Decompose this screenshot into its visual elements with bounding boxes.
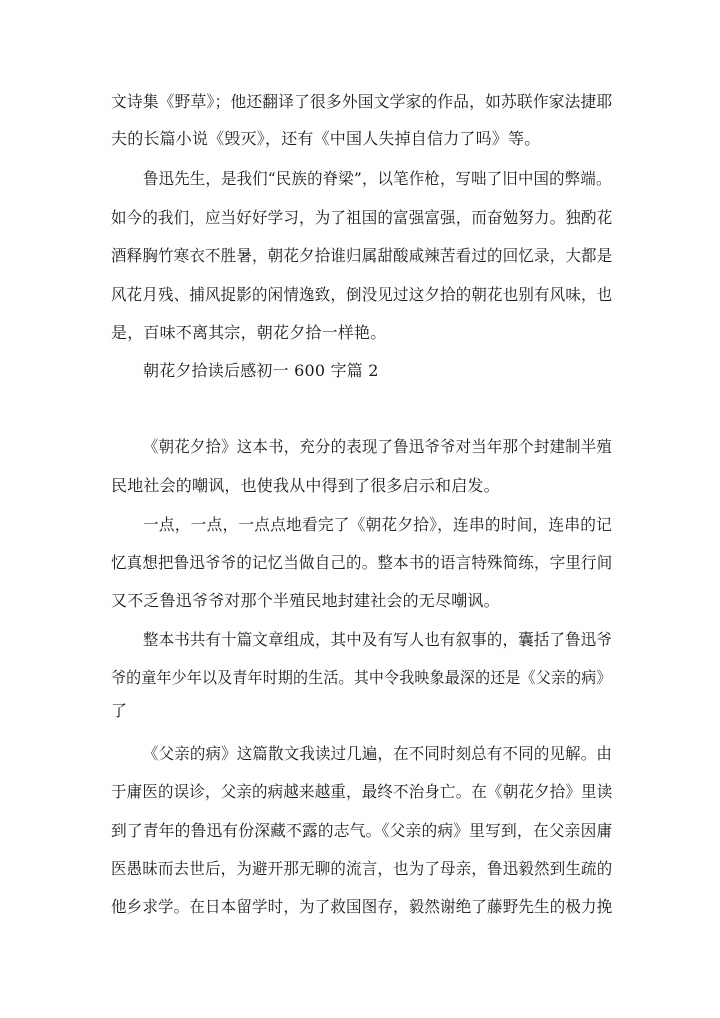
text-line: 了 bbox=[111, 701, 128, 720]
section-heading: 朝花夕拾读后感初一 600 字篇 2 bbox=[143, 361, 379, 380]
text-line: 爷的童年少年以及青年时期的生活。其中令我映象最深的还是《父亲的病》 bbox=[111, 668, 612, 687]
text-line: 鲁迅先生，是我们“民族的脊梁”，以笔作枪，写咄了旧中国的弊端。 bbox=[143, 169, 612, 188]
text-line: 是，百味不离其宗，朝花夕拾一样艳。 bbox=[111, 323, 387, 342]
text-line: 他乡求学。在日本留学时，为了救国图存，毅然谢绝了藤野先生的极力挽 bbox=[111, 897, 613, 916]
text-line: 忆真想把鲁迅爷爷的记忆当做自己的。整本书的语言特殊简练，字里行间 bbox=[111, 553, 613, 572]
text-line: 《朝花夕拾》这本书，充分的表现了鲁迅爷爷对当年那个封建制半殖 bbox=[143, 437, 613, 456]
text-line: 如今的我们，应当好好学习，为了祖国的富强富强，而奋勉努力。独酌花 bbox=[111, 208, 613, 227]
text-line: 于庸医的误诊，父亲的病越来越重，最终不治身亡。在《朝花夕拾》里读 bbox=[111, 782, 613, 801]
text-line: 《父亲的病》这篇散文我读过几遍，在不同时刻总有不同的见解。由 bbox=[143, 744, 613, 763]
text-line: 又不乏鲁迅爷爷对那个半殖民地封建社会的无尽嘲讽。 bbox=[111, 591, 500, 610]
text-line: 一点，一点，一点点地看完了《朝花夕拾》，连串的时间，连串的记 bbox=[143, 515, 613, 534]
text-line: 文诗集《野草》；他还翻译了很多外国文学家的作品，如苏联作家法捷耶 bbox=[111, 92, 613, 111]
text-line: 整本书共有十篇文章组成，其中及有写人也有叙事的，囊括了鲁迅爷 bbox=[143, 630, 613, 649]
text-line: 民地社会的嘲讽，也使我从中得到了很多启示和启发。 bbox=[111, 476, 500, 495]
text-line: 酒释胸竹寒衣不胜暑，朝花夕拾谁归属甜酸咸辣苦看过的回忆录，大都是 bbox=[111, 246, 613, 265]
text-line: 夫的长篇小说《毁灭》，还有《中国人失掉自信力了吗》等。 bbox=[111, 129, 541, 148]
text-line: 风花月残、捕风捉影的闲情逸致，倒没见过这夕拾的朝花也别有风味，也 bbox=[111, 285, 613, 304]
text-line: 医愚昧而去世后，为避开那无聊的流言，也为了母亲，鲁迅毅然到生疏的 bbox=[111, 859, 613, 878]
text-line: 到了青年的鲁迅有份深藏不露的志气。《父亲的病》里写到，在父亲因庸 bbox=[111, 821, 613, 840]
